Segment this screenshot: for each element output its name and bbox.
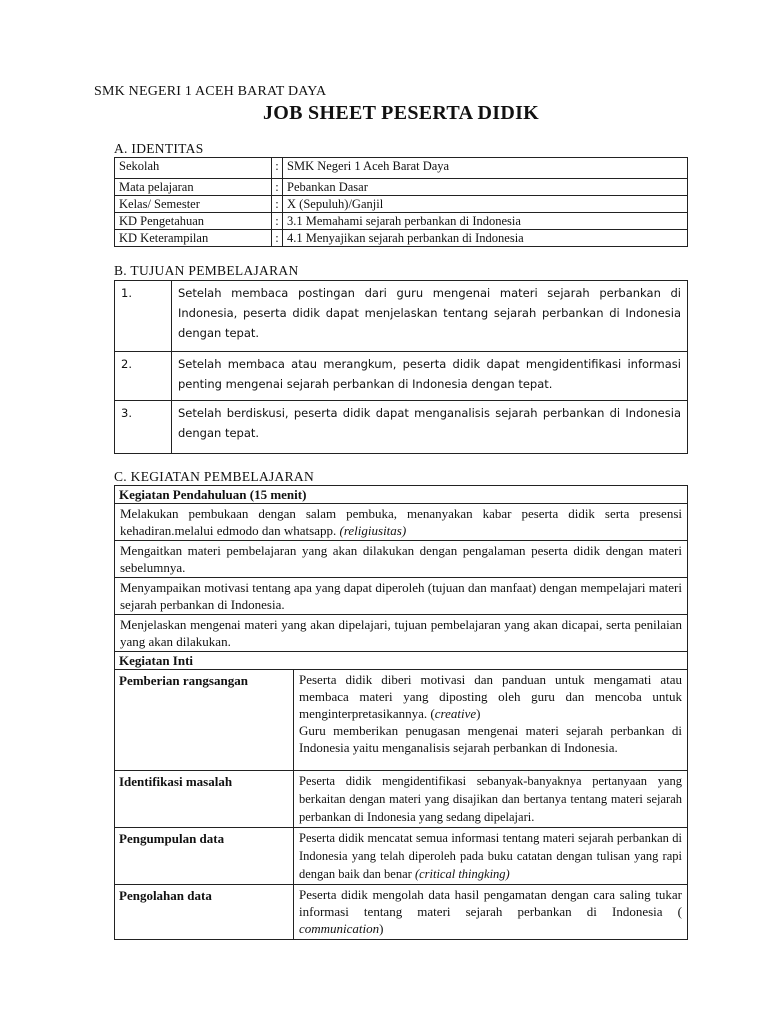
inti-step-emphasis: communication (299, 921, 380, 936)
tujuan-row (115, 352, 688, 401)
inti-step-emphasis: (critical thingking) (414, 867, 510, 881)
inti-step-row (115, 771, 688, 828)
pendahuluan-item: Menjelaskan mengenai materi yang akan dipelajari, tujuan pembelajaran yang akan dicapai, serta penilaian yang akan dilakukan. (115, 615, 688, 652)
inti-step-text: Peserta didik mengolah data hasil pengamatan dengan cara saling tukar informasi tentang materi sejarah perbankan di Indonesia ( (299, 887, 682, 919)
tujuan-number: 2. (115, 352, 172, 401)
identitas-row (115, 230, 688, 247)
section-identitas-heading: A. IDENTITAS (114, 141, 204, 156)
kegiatan-inti-header-row (115, 652, 688, 670)
pendahuluan-row (115, 578, 688, 615)
tujuan-text: Setelah membaca postingan dari guru mengenai materi sejarah perbankan di Indonesia, peserta didik dapat menjelaskan tentang sejarah perbankan di Indonesia dengan tepat. (172, 281, 688, 352)
pendahuluan-row (115, 615, 688, 652)
identitas-value: X (Sepuluh)/Ganjil (283, 196, 688, 213)
inti-step-label: Pemberian rangsangan (115, 670, 294, 771)
identitas-row (115, 196, 688, 213)
identitas-label: KD Keterampilan (115, 230, 272, 247)
pendahuluan-row (115, 541, 688, 578)
pendahuluan-row (115, 504, 688, 541)
inti-step-description (294, 670, 688, 771)
tujuan-number: 3. (115, 401, 172, 454)
section-tujuan-heading: B. TUJUAN PEMBELAJARAN (114, 263, 299, 278)
inti-step-description (294, 771, 688, 828)
kegiatan-pendahuluan-title: Kegiatan Pendahuluan (15 menit) (115, 486, 688, 504)
identitas-separator: : (272, 179, 283, 196)
tujuan-number: 1. (115, 281, 172, 352)
tujuan-text: Setelah berdiskusi, peserta didik dapat menganalisis sejarah perbankan di Indonesia dengan tepat. (172, 401, 688, 454)
inti-step-emphasis: creative (434, 706, 477, 721)
kegiatan-inti-title: Kegiatan Inti (115, 652, 688, 670)
section-kegiatan-heading: C. KEGIATAN PEMBELAJARAN (114, 469, 314, 484)
kegiatan-table (114, 485, 688, 940)
identitas-label: Mata pelajaran (115, 179, 272, 196)
identitas-value: 3.1 Memahami sejarah perbankan di Indonesia (283, 213, 688, 230)
identitas-separator: : (272, 213, 283, 230)
tujuan-table (114, 280, 688, 454)
tujuan-row (115, 281, 688, 352)
identitas-table (114, 157, 688, 247)
identitas-separator: : (272, 158, 283, 179)
pendahuluan-item (115, 504, 688, 541)
inti-step-text: Peserta didik diberi motivasi dan panduan untuk mengamati atau membaca materi yang diposting oleh guru dan mencoba untuk menginterpretasikannya. ( (299, 672, 682, 721)
identitas-row (115, 179, 688, 196)
identitas-value: 4.1 Menyajikan sejarah perbankan di Indonesia (283, 230, 688, 247)
inti-step-description (294, 828, 688, 885)
pendahuluan-item-text: Melakukan pembukaan dengan salam pembuka, menanyakan kabar peserta didik serta presensi kehadiran.melalui edmodo dan whatsapp. (120, 506, 682, 538)
identitas-label: KD Pengetahuan (115, 213, 272, 230)
identitas-separator: : (272, 196, 283, 213)
inti-step-description (294, 885, 688, 940)
identitas-value: SMK Negeri 1 Aceh Barat Daya (283, 158, 688, 179)
inti-step-row (115, 885, 688, 940)
identitas-row (115, 158, 688, 179)
identitas-label: Kelas/ Semester (115, 196, 272, 213)
pendahuluan-item-emphasis: (religiusitas) (339, 523, 407, 538)
identitas-separator: : (272, 230, 283, 247)
inti-step-text: Peserta didik mengidentifikasi sebanyak-banyaknya pertanyaan yang berkaitan dengan materi yang disajikan dan bertanya tentang materi sejarah perbankan di Indonesia yang sedang dipelajari. (299, 774, 682, 824)
tujuan-text: Setelah membaca atau merangkum, peserta didik dapat mengidentifikasi informasi penting mengenai sejarah perbankan di Indonesia dengan tepat. (172, 352, 688, 401)
inti-step-row (115, 828, 688, 885)
tujuan-row (115, 401, 688, 454)
inti-step-label: Identifikasi masalah (115, 771, 294, 828)
pendahuluan-item: Mengaitkan materi pembelajaran yang akan dilakukan dengan pengalaman peserta didik dengan materi sebelumnya. (115, 541, 688, 578)
school-name: SMK NEGERI 1 ACEH BARAT DAYA (94, 84, 327, 99)
inti-step-text-end: ) (379, 921, 384, 936)
inti-step-text: Peserta didik mencatat semua informasi tentang materi sejarah perbankan di Indonesia yang telah diperoleh pada buku catatan dengan tulisan yang rapi dengan baik dan benar (299, 831, 682, 881)
inti-step-label: Pengolahan data (115, 885, 294, 940)
identitas-label: Sekolah (115, 158, 272, 179)
inti-step-text-end: ) (476, 706, 481, 721)
job-sheet-page (94, 84, 688, 940)
inti-step-label: Pengumpulan data (115, 828, 294, 885)
document-title: JOB SHEET PESERTA DIDIK (262, 102, 540, 124)
identitas-value: Pebankan Dasar (283, 179, 688, 196)
kegiatan-pendahuluan-header-row (115, 486, 688, 504)
inti-step-text-second: Guru memberikan penugasan mengenai materi sejarah perbankan di Indonesia yaitu menganalisis sejarah perbankan di Indonesia. (299, 723, 682, 755)
inti-step-row (115, 670, 688, 771)
identitas-row (115, 213, 688, 230)
pendahuluan-item: Menyampaikan motivasi tentang apa yang dapat diperoleh (tujuan dan manfaat) dengan mempelajari materi sejarah perbankan di Indonesia. (115, 578, 688, 615)
